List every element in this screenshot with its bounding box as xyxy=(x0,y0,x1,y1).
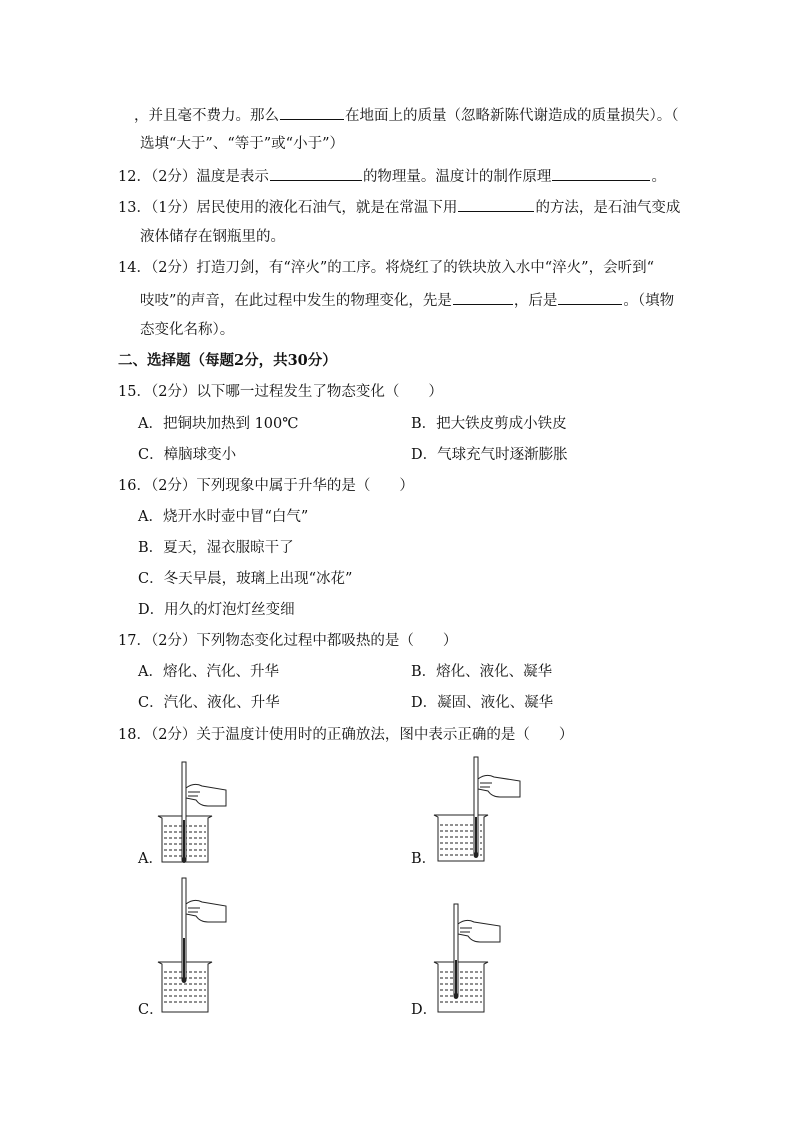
q14-line1: 14．（2分）打造刀剑，有“淬火”的工序。将烧红了的铁块放入水中“淬火”，会听到“ xyxy=(118,260,654,276)
q12-text-a: 12．（2分）温度是表示 xyxy=(118,169,269,185)
q14-text-a: 吱吱”的声音，在此过程中发生的物理变化，先是 xyxy=(140,293,452,309)
q16-option-d[interactable]: D．用久的灯泡灯丝变细 xyxy=(138,602,295,618)
thermometer-icon xyxy=(454,904,459,999)
q11-line2: 选填“大于”、“等于”或“小于”） xyxy=(140,136,344,152)
section-2-heading: 二、选择题（每题2分，共30分） xyxy=(118,352,337,369)
q16-option-b[interactable]: B．夏天，湿衣服晾干了 xyxy=(138,540,294,556)
q14-blank-2[interactable] xyxy=(558,289,622,305)
q13-line2: 液体储存在钢瓶里的。 xyxy=(140,229,285,245)
q18-figure-c[interactable] xyxy=(156,876,236,1016)
q16-option-a[interactable]: A．烧开水时壶中冒“白气” xyxy=(138,509,309,525)
q15-option-d[interactable]: D．气球充气时逐渐膨胀 xyxy=(411,447,568,463)
q15-stem: 15．（2分）以下哪一过程发生了物态变化（ ） xyxy=(118,384,443,400)
q13-text-a: 13．（1分）居民使用的液化石油气，就是在常温下用 xyxy=(118,200,458,216)
thermometer-icon xyxy=(474,757,479,858)
q12-text-b: 的物理量。温度计的制作原理 xyxy=(362,169,552,185)
q15-option-a[interactable]: A．把铜块加热到 100℃ xyxy=(138,416,299,432)
q11-text-a: ，并且毫不费力。那么 xyxy=(134,108,279,124)
q18-option-a-label[interactable]: A． xyxy=(138,851,163,867)
q18-figure-d[interactable] xyxy=(432,902,512,1017)
q14-text-c: 。（填物 xyxy=(623,293,675,309)
q12-text-c: 。 xyxy=(651,169,666,185)
q18-option-b-label[interactable]: B． xyxy=(411,851,437,867)
q13-blank[interactable] xyxy=(458,196,534,212)
q11-line1 xyxy=(134,104,679,126)
hand-icon xyxy=(186,784,226,806)
q18-figure-b[interactable] xyxy=(432,755,527,865)
q17-option-c[interactable]: C．汽化、液化、升华 xyxy=(138,695,280,711)
q18-stem: 18．（2分）关于温度计使用时的正确放法，图中表示正确的是（ ） xyxy=(118,727,574,743)
q11-text-b: 在地面上的质量（忽略新陈代谢造成的质量损失）。（ xyxy=(345,108,679,124)
q17-option-d[interactable]: D．凝固、液化、凝华 xyxy=(411,695,554,711)
hand-icon xyxy=(458,920,500,942)
q15-option-b[interactable]: B．把大铁皮剪成小铁皮 xyxy=(411,416,567,432)
q16-option-c[interactable]: C．冬天早晨，玻璃上出现“冰花” xyxy=(138,571,353,587)
q18-option-c-label[interactable]: C． xyxy=(138,1002,164,1018)
q11-blank[interactable] xyxy=(280,104,344,120)
thermometer-icon xyxy=(182,762,187,863)
q12-blank-1[interactable] xyxy=(270,165,362,181)
q14-line3: 态变化名称）。 xyxy=(140,322,235,338)
q15-option-c[interactable]: C．樟脑球变小 xyxy=(138,447,237,463)
q13-line1 xyxy=(118,196,680,218)
q18-option-d-label[interactable]: D． xyxy=(411,1002,438,1018)
q17-stem: 17．（2分）下列物态变化过程中都吸热的是（ ） xyxy=(118,633,458,649)
beaker-icon xyxy=(434,815,488,861)
q14-text-b: ，后是 xyxy=(513,293,558,309)
q12-line xyxy=(118,165,666,187)
q17-option-a[interactable]: A．熔化、汽化、升华 xyxy=(138,664,279,680)
q14-line2 xyxy=(140,289,674,311)
hand-icon xyxy=(478,775,520,797)
q14-blank-1[interactable] xyxy=(453,289,513,305)
q17-option-b[interactable]: B．熔化、液化、凝华 xyxy=(411,664,553,680)
beaker-icon xyxy=(434,962,488,1012)
hand-icon xyxy=(186,900,226,922)
q12-blank-2[interactable] xyxy=(552,165,650,181)
q13-text-b: 的方法，是石油气变成 xyxy=(535,200,681,216)
thermometer-icon xyxy=(182,878,187,983)
q18-figure-a[interactable] xyxy=(156,760,236,865)
q16-stem: 16．（2分）下列现象中属于升华的是（ ） xyxy=(118,478,414,494)
